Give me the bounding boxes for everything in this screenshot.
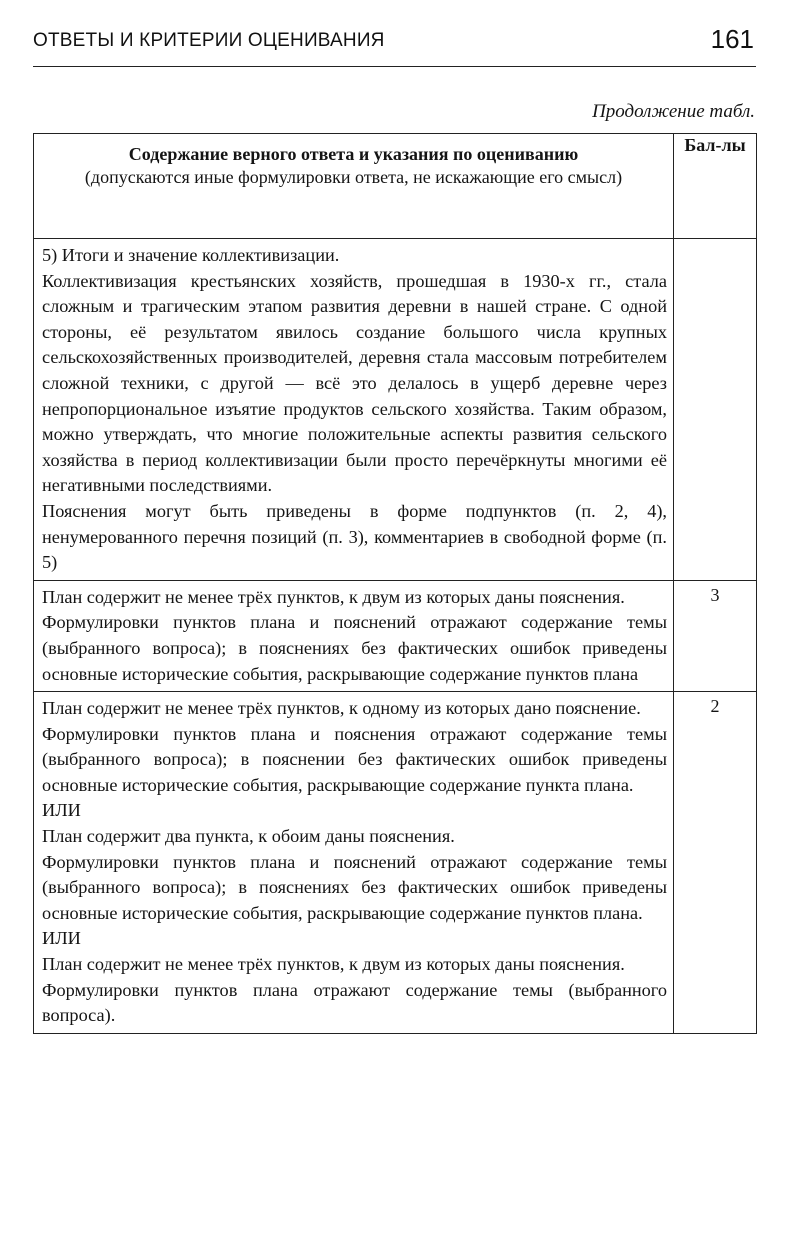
- paragraph: Формулировки пунктов плана и пояснения отражают содержание темы (выбранного вопроса); в пояснении без фактических ошибок приведены основные исторические события, раскрывающие содержание пункта плана.: [42, 723, 667, 795]
- row-points: 2: [674, 692, 757, 1034]
- table-row: [34, 692, 757, 1034]
- row-points: [674, 239, 757, 581]
- content-header-subtitle: (допускаются иные формулировки ответа, не искажающие его смысл): [84, 167, 623, 187]
- paragraph: Формулировки пунктов плана и пояснений отражают содержание темы (выбранного вопроса); в пояснениях без фактических ошибок приведены основные исторические события, раскрывающие содержание пунктов плана: [42, 612, 667, 684]
- paragraph: Формулировки пунктов плана и пояснений отражают содержание темы (выбранного вопроса); в пояснениях без фактических ошибок приведены основные исторические события, раскрывающие содержание пунктов плана.: [42, 851, 667, 923]
- paragraph: ИЛИ: [42, 928, 81, 949]
- paragraph: План содержит не менее трёх пунктов, к двум из которых даны пояснения.: [42, 954, 625, 975]
- table-header-row: [34, 134, 757, 239]
- paragraph: Пояснения могут быть приведены в форме подпунктов (п. 2, 4), ненумерованного перечня позиций (п. 3), комментариев в свободной форме (п. 5): [42, 500, 667, 573]
- paragraph: План содержит не менее трёх пунктов, к двум из которых даны пояснения.: [42, 586, 625, 607]
- paragraph: ИЛИ: [42, 800, 81, 821]
- running-title: ОТВЕТЫ И КРИТЕРИИ ОЦЕНИВАНИЯ: [33, 30, 385, 51]
- paragraph: План содержит не менее трёх пунктов, к одному из которых дано пояснение.: [42, 698, 641, 719]
- criteria-table: [33, 133, 757, 1034]
- paragraph: Формулировки пунктов плана отражают содержание темы (выбранного вопроса).: [42, 979, 667, 1026]
- paragraph: Коллективизация крестьянских хозяйств, прошедшая в 1930-х гг., стала сложным и трагическим этапом развития деревни в нашей стране. С одной стороны, её результатом явилось создание большого числа крупных сельскохозяйственных производителей, деревня стала массовым потребителем сложной техники, с другой — всё это делалось в ущерб деревне через непропорциональное изъятие продуктов сельского хозяйства. Таким образом, можно утверждать, что многие положительные аспекты развития сельского хозяйства в период коллективизации были просто перечёркнуты многими её негативными последствиями.: [42, 270, 667, 496]
- content-column-header: [34, 134, 674, 239]
- row-content: [34, 580, 674, 691]
- paragraph: План содержит два пункта, к обоим даны пояснения.: [42, 826, 455, 847]
- table-row: [34, 239, 757, 581]
- page-number: 161: [710, 24, 754, 54]
- paragraph: 5) Итоги и значение коллективизации.: [42, 245, 340, 265]
- row-content: [34, 239, 674, 581]
- content-header-title: Содержание верного ответа и указания по оцениванию: [128, 144, 579, 164]
- page-header: [33, 20, 756, 67]
- row-points: 3: [674, 580, 757, 691]
- points-column-header: Бал-лы: [674, 134, 757, 239]
- table-row: [34, 580, 757, 691]
- continuation-note: Продолжение табл.: [592, 101, 755, 122]
- row-content: [34, 692, 674, 1034]
